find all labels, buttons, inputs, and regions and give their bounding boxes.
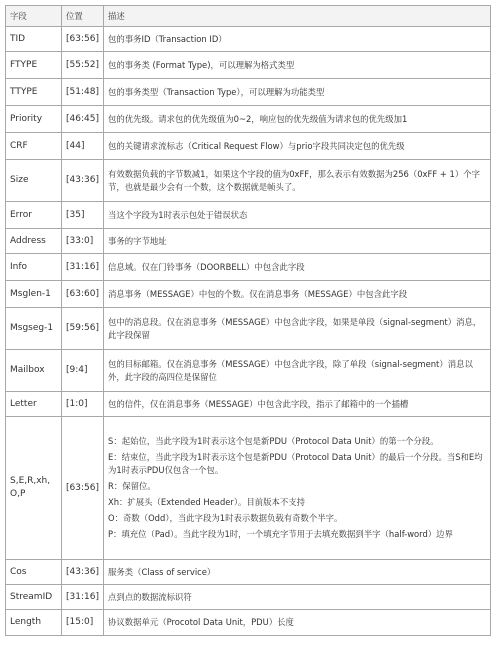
field-description: 协议数据单元（Procotol Data Unit，PDU）长度 [104,610,491,636]
description-paragraph: Xh：扩展头（Extended Header）。目前版本不支持 [108,497,306,507]
table-row [6,106,491,133]
field-description: 当这个字段为1时表示包处于错误状态 [104,202,491,229]
table-row [6,133,491,160]
field-name: Info [6,254,62,281]
field-description: 消息事务（MESSAGE）中包的个数。仅在消息事务（MESSAGE）中包含此字段 [104,281,491,308]
field-name: Priority [6,106,62,133]
field-position: [1:0] [62,392,104,417]
header-field: 字段 [6,6,62,27]
field-name: CRF [6,133,62,160]
table-row [6,610,491,636]
field-description: 包的目标邮箱。仅在消息事务（MESSAGE）中包含此字段，除了单段（signal-segment）消息以外，此字段的高四位是保留位 [104,350,491,392]
field-description: 包的关键请求流标志（Critical Request Flow）与prio字段共同决定包的优先级 [104,133,491,160]
field-name: Mailbox [6,350,62,392]
description-paragraph: S：起始位，当此字段为1时表示这个包是新PDU（Protocol Data Unit）的第一个分段。 [108,436,439,446]
table-row [6,308,491,350]
field-description: 包中的消息段。仅在消息事务（MESSAGE）中包含此字段，如果是单段（signal-segment）消息，此字段保留 [104,308,491,350]
field-description: 包的信件，仅在消息事务（MESSAGE）中包含此字段，指示了邮箱中的一个插槽 [104,392,491,417]
field-name: Msgseg-1 [6,308,62,350]
field-position: [9:4] [62,350,104,392]
field-description: 点到点的数据流标识符 [104,585,491,610]
field-position: [55:52] [62,52,104,79]
field-name: FTYPE [6,52,62,79]
field-name: S,E,R,xh,O,P [6,417,62,560]
field-name: Error [6,202,62,229]
field-position: [43:36] [62,160,104,202]
description-paragraph: R：保留位。 [108,481,156,491]
field-table [5,5,491,636]
field-description: 有效数据负载的字节数减1，如果这个字段的值为0xFF，那么表示有效数据为256（0xFF + 1）个字节，也就是最少会有一个数，这个数据就是帧头了。 [104,160,491,202]
field-position: [35] [62,202,104,229]
field-name: Size [6,160,62,202]
field-position: [31:16] [62,585,104,610]
table-row [6,79,491,106]
field-description: 包的事务类型（Transaction Type），可以理解为功能类型 [104,79,491,106]
description-paragraph: O：奇数（Odd），当此字段为1时表示数据负载有奇数个半字。 [108,513,343,523]
header-position: 位置 [62,6,104,27]
table-row [6,585,491,610]
field-position: [63:56] [62,27,104,52]
table-row [6,560,491,585]
table-row [6,202,491,229]
field-position: [33:0] [62,229,104,254]
table-row [6,52,491,79]
table-row [6,350,491,392]
field-description [104,417,491,560]
field-name: StreamID [6,585,62,610]
field-position: [63:56] [62,417,104,560]
description-paragraph: P：填充位（Pad）。当此字段为1时，一个填充字节用于去填充数据到半字（half-word）边界 [108,529,453,539]
field-position: [46:45] [62,106,104,133]
field-description: 包的事务ID（Transaction ID） [104,27,491,52]
header-description: 描述 [104,6,491,27]
field-description: 包的优先级。请求包的优先级值为0~2，响应包的优先级值为请求包的优先级加1 [104,106,491,133]
field-name: Msglen-1 [6,281,62,308]
field-position: [43:36] [62,560,104,585]
field-name: Length [6,610,62,636]
field-position: [15:0] [62,610,104,636]
field-position: [63:60] [62,281,104,308]
table-row [6,160,491,202]
field-name: Letter [6,392,62,417]
description-paragraph: E：结束位，当此字段为1时表示这个包是新PDU（Protocol Data Unit）的最后一个分段。当S和E均为1时表示PDU仅包含一个包。 [108,452,483,475]
table-header-row [6,6,491,27]
table-row [6,392,491,417]
field-description: 服务类（Class of service） [104,560,491,585]
table-row [6,27,491,52]
field-name: TTYPE [6,79,62,106]
field-description: 包的事务类 (Format Type)，可以理解为格式类型 [104,52,491,79]
field-description: 信息域。仅在门铃事务（DOORBELL）中包含此字段 [104,254,491,281]
field-position: [31:16] [62,254,104,281]
field-name: TID [6,27,62,52]
field-position: [59:56] [62,308,104,350]
field-description: 事务的字节地址 [104,229,491,254]
field-name: Cos [6,560,62,585]
table-row [6,281,491,308]
field-position: [51:48] [62,79,104,106]
table-row [6,417,491,560]
table-row [6,229,491,254]
table-row [6,254,491,281]
field-position: [44] [62,133,104,160]
field-name: Address [6,229,62,254]
